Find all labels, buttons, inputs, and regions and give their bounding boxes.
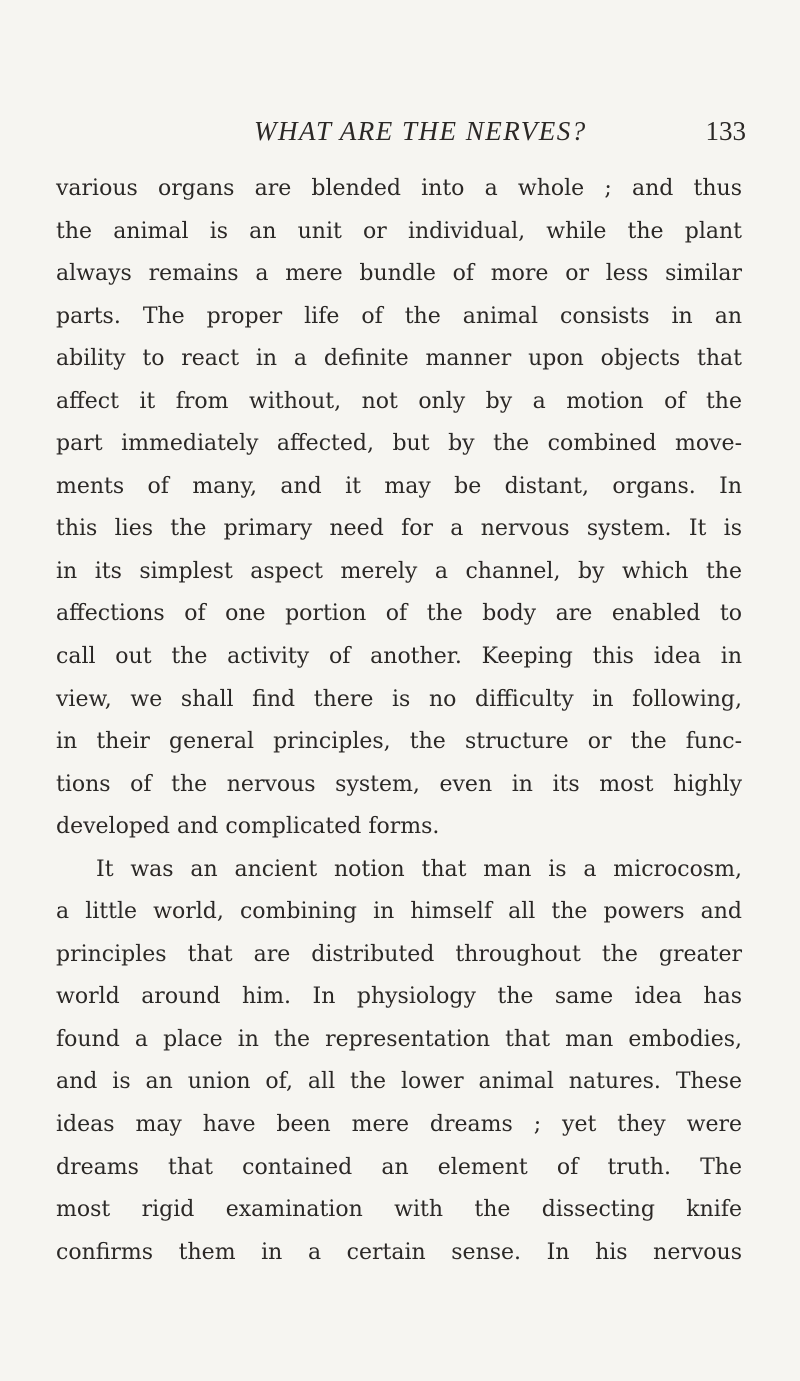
text-line: a little world, combining in himself all the powers and [56, 899, 742, 925]
text-line: affect it from without, not only by a motion of the [56, 388, 742, 414]
text-line: found a place in the representation that man embodies, [56, 1026, 742, 1052]
text-line: the animal is an unit or individual, while the plant [56, 218, 742, 244]
text-line: ability to react in a definite manner upon objects that [56, 346, 742, 372]
page-header [0, 112, 800, 152]
text-line: principles that are distributed throughout the greater [56, 941, 742, 967]
text-line: in their general principles, the structure or the func- [56, 729, 742, 755]
text-line: ments of many, and it may be distant, organs. In [56, 473, 742, 499]
text-line: call out the activity of another. Keeping this idea in [56, 644, 742, 670]
text-line: always remains a mere bundle of more or less similar [56, 261, 742, 287]
text-line: and is an union of, all the lower animal natures. These [56, 1069, 742, 1095]
text-line: view, we shall find there is no difficulty in following, [56, 686, 742, 712]
text-line: It was an ancient notion that man is a microcosm, [96, 856, 742, 882]
text-line: parts. The proper life of the animal consists in an [56, 303, 742, 329]
text-line: various organs are blended into a whole ; and thus [56, 176, 742, 201]
text-line: world around him. In physiology the same idea has [56, 984, 742, 1010]
text-line: this lies the primary need for a nervous system. It is [56, 516, 742, 542]
page-number: 133 [705, 116, 746, 146]
text-line: dreams that contained an element of truth. The [56, 1154, 742, 1180]
text-line: confirms them in a certain sense. In his nervous [56, 1239, 742, 1265]
text-line: developed and complicated forms. [56, 814, 440, 840]
paragraph-1 [56, 168, 742, 849]
paragraph-2 [56, 849, 742, 1274]
text-line: affections of one portion of the body are enabled to [56, 601, 742, 627]
text-line: in its simplest aspect merely a channel, by which the [56, 558, 742, 584]
body-text [56, 168, 742, 1274]
text-line: ideas may have been mere dreams ; yet they were [56, 1112, 742, 1138]
text-line: part immediately affected, but by the combined move- [56, 431, 742, 457]
text-line: tions of the nervous system, even in its most highly [56, 771, 742, 797]
text-line: most rigid examination with the dissecting knife [56, 1197, 742, 1223]
running-title: WHAT ARE THE NERVES? [254, 116, 587, 146]
